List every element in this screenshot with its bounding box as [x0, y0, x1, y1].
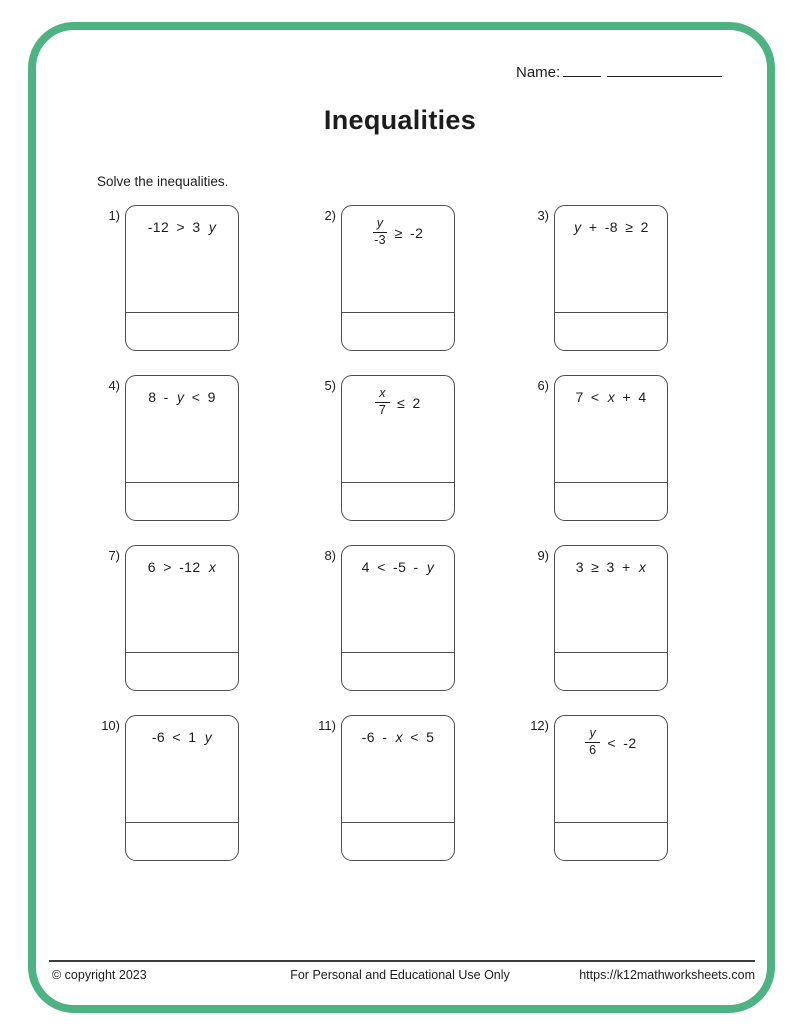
expr-variable: y: [204, 729, 213, 745]
expr-variable: x: [607, 389, 616, 405]
fraction-numerator: y: [373, 217, 388, 233]
problem-number: 6): [537, 378, 549, 393]
fraction-numerator: x: [375, 387, 390, 403]
problem-card: [537, 375, 668, 521]
problem-box: [554, 715, 668, 861]
answer-box: [342, 652, 454, 690]
expr-fraction: [373, 217, 388, 248]
footer-license: For Personal and Educational Use Only: [290, 968, 510, 982]
problem-number: 9): [537, 548, 549, 563]
name-blank-line: [607, 61, 722, 77]
expr-variable: x: [395, 729, 403, 745]
answer-box: [126, 482, 238, 520]
problem-card: [108, 205, 239, 351]
expr-text: 8 -: [148, 389, 177, 405]
fraction-denominator: 7: [378, 402, 387, 417]
problem-expression: [555, 716, 667, 822]
problem-expression: [342, 376, 454, 482]
problem-expression: [126, 546, 238, 652]
expr-text: -12 > 3: [147, 219, 208, 235]
answer-box: [126, 822, 238, 860]
expr-fraction: [375, 387, 390, 418]
problem-card: [108, 375, 239, 521]
answer-box: [555, 312, 667, 350]
problem-number: 3): [537, 208, 549, 223]
problem-card: [324, 205, 455, 351]
problem-number: 8): [324, 548, 336, 563]
answer-box: [555, 652, 667, 690]
problem-number: 2): [324, 208, 336, 223]
problem-card: [324, 545, 455, 691]
problem-card: [101, 715, 239, 861]
problem-box: [125, 545, 239, 691]
name-blank-line: [563, 61, 601, 77]
problem-box: [341, 715, 455, 861]
problem-box: [554, 545, 668, 691]
problem-box: [125, 205, 239, 351]
name-row: [516, 61, 722, 81]
problem-card: [108, 545, 239, 691]
expr-text: -6 < 1: [151, 729, 204, 745]
answer-box: [126, 312, 238, 350]
answer-box: [342, 822, 454, 860]
fraction-denominator: 6: [589, 742, 597, 757]
answer-box: [342, 482, 454, 520]
problem-number: 4): [108, 378, 120, 393]
answer-box: [126, 652, 238, 690]
problem-expression: [126, 716, 238, 822]
answer-box: [342, 312, 454, 350]
problem-box: [554, 205, 668, 351]
problem-number: 5): [324, 378, 336, 393]
name-label: Name:: [516, 64, 561, 81]
page-title: Inequalities: [323, 105, 477, 135]
problem-expression: [555, 206, 667, 312]
expr-text: 4 < -5 -: [361, 559, 426, 575]
problem-number: 10): [101, 718, 120, 733]
footer-copyright: © copyright 2023: [52, 968, 147, 982]
expr-variable: y: [177, 389, 185, 405]
problem-number: 12): [530, 718, 549, 733]
expr-text: 7 <: [575, 389, 607, 405]
expr-text: + 4: [615, 389, 647, 405]
problem-box: [125, 715, 239, 861]
expr-variable: y: [426, 559, 435, 575]
answer-box: [555, 822, 667, 860]
expr-fraction: [585, 727, 600, 758]
problem-card: [537, 545, 668, 691]
problem-box: [341, 205, 455, 351]
instructions-text: Solve the inequalities.: [97, 174, 229, 189]
expr-text: < 9: [184, 389, 216, 405]
problem-expression: [342, 716, 454, 822]
problem-box: [554, 375, 668, 521]
problem-card: [530, 715, 668, 861]
problem-expression: [342, 546, 454, 652]
expr-text: < 5: [402, 729, 435, 745]
problem-box: [341, 545, 455, 691]
fraction-numerator: y: [585, 727, 600, 743]
problem-expression: [126, 376, 238, 482]
expr-text: ≥ -2: [387, 224, 424, 241]
problem-number: 11): [318, 718, 336, 733]
expr-text: 6 > -12: [147, 559, 208, 575]
expr-text: -6 -: [361, 729, 395, 745]
expr-variable: y: [208, 219, 217, 235]
problem-expression: [555, 546, 667, 652]
expr-variable: x: [208, 559, 217, 575]
problem-expression: [126, 206, 238, 312]
problem-card: [318, 715, 455, 861]
footer-divider: [49, 960, 755, 962]
problem-box: [125, 375, 239, 521]
expr-text: + -8 ≥ 2: [581, 219, 649, 235]
problem-expression: [342, 206, 454, 312]
fraction-denominator: -3: [374, 232, 386, 247]
problem-expression: [555, 376, 667, 482]
problem-box: [341, 375, 455, 521]
expr-variable: x: [638, 559, 647, 575]
expr-variable: y: [574, 219, 582, 235]
footer-url: https://k12mathworksheets.com: [579, 968, 755, 982]
problem-card: [537, 205, 668, 351]
expr-text: < -2: [600, 734, 637, 751]
expr-text: ≤ 2: [389, 394, 421, 411]
expr-text: 3 ≥ 3 +: [575, 559, 638, 575]
problem-card: [324, 375, 455, 521]
problem-number: 1): [108, 208, 120, 223]
problem-number: 7): [108, 548, 120, 563]
answer-box: [555, 482, 667, 520]
